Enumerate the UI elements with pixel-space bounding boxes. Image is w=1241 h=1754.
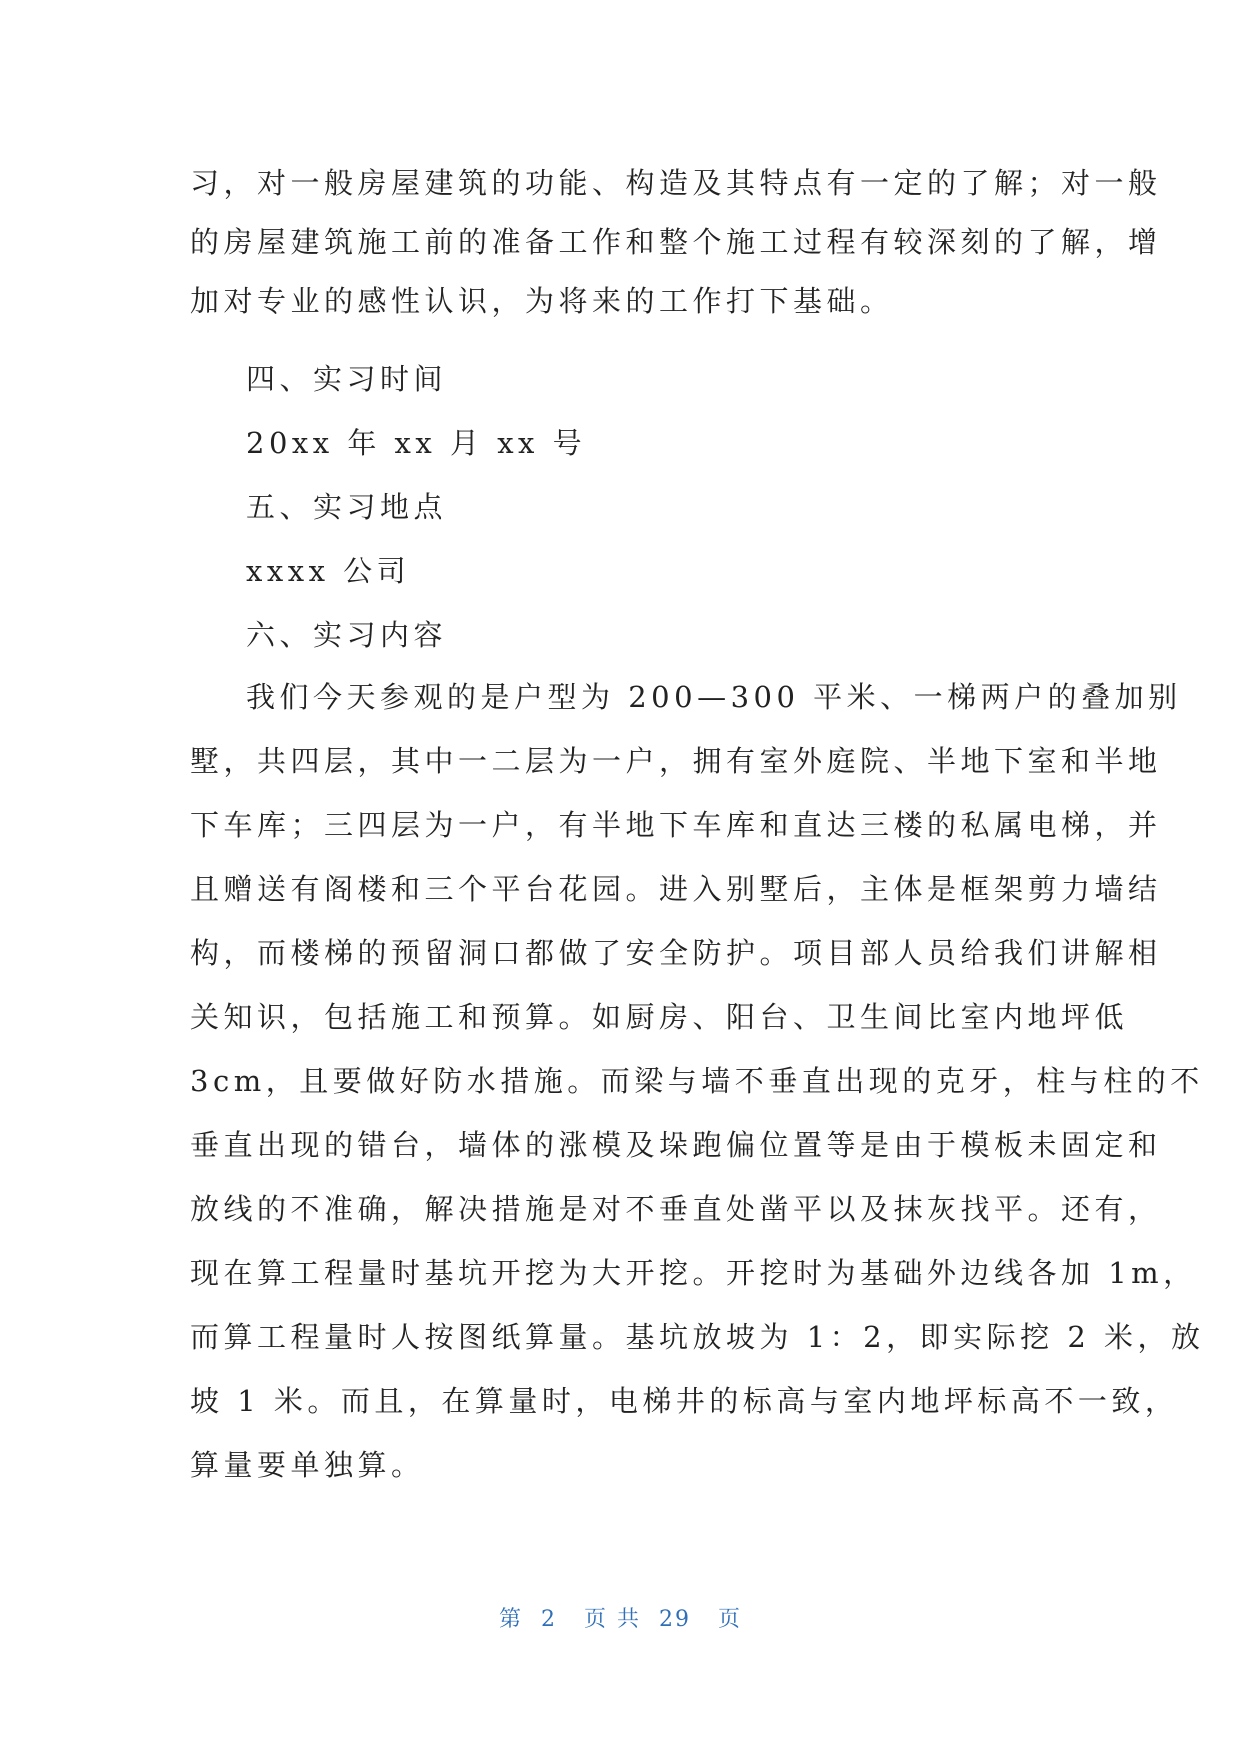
section-heading-content: 六、实习内容 [246,618,448,652]
internship-date: 20xx 年 xx 月 xx 号 [246,426,587,460]
paragraph-line: 墅，共四层，其中一二层为一户，拥有室外庭院、半地下室和半地 [190,744,1162,778]
paragraph-line: 构，而楼梯的预留洞口都做了安全防护。项目部人员给我们讲解相 [190,936,1162,970]
section-heading-location: 五、实习地点 [246,490,448,524]
internship-company: xxxx 公司 [246,554,411,588]
page-number-footer: 第 2 页 共 29 页 [499,1607,742,1632]
paragraph-line: 加对专业的感性认识，为将来的工作打下基础。 [190,284,894,318]
paragraph-line: 放线的不准确，解决措施是对不垂直处凿平以及抹灰找平。还有， [190,1192,1162,1226]
section-heading-time: 四、实习时间 [246,362,448,396]
paragraph-line: 垂直出现的错台，墙体的涨模及垛跑偏位置等是由于模板未固定和 [190,1128,1162,1162]
paragraph-line: 我们今天参观的是户型为 200—300 平米、一梯两户的叠加别 [246,680,1182,714]
paragraph-line: 关知识，包括施工和预算。如厨房、阳台、卫生间比室内地坪低 [190,1000,1129,1034]
paragraph-line: 坡 1 米。而且，在算量时，电梯井的标高与室内地坪标高不一致， [190,1384,1179,1418]
paragraph-line: 而算工程量时人按图纸算量。基坑放坡为 1：2，即实际挖 2 米，放 [190,1320,1205,1354]
paragraph-line: 习，对一般房屋建筑的功能、构造及其特点有一定的了解；对一般 [190,166,1162,200]
paragraph-line: 算量要单独算。 [190,1448,425,1482]
paragraph-line: 且赠送有阁楼和三个平台花园。进入别墅后，主体是框架剪力墙结 [190,872,1162,906]
paragraph-line: 下车库；三四层为一户，有半地下车库和直达三楼的私属电梯，并 [190,808,1162,842]
paragraph-line: 3cm，且要做好防水措施。而梁与墙不垂直出现的克牙，柱与柱的不 [190,1064,1204,1098]
paragraph-line: 的房屋建筑施工前的准备工作和整个施工过程有较深刻的了解，增 [190,225,1162,259]
paragraph-line: 现在算工程量时基坑开挖为大开挖。开挖时为基础外边线各加 1m， [190,1256,1197,1290]
